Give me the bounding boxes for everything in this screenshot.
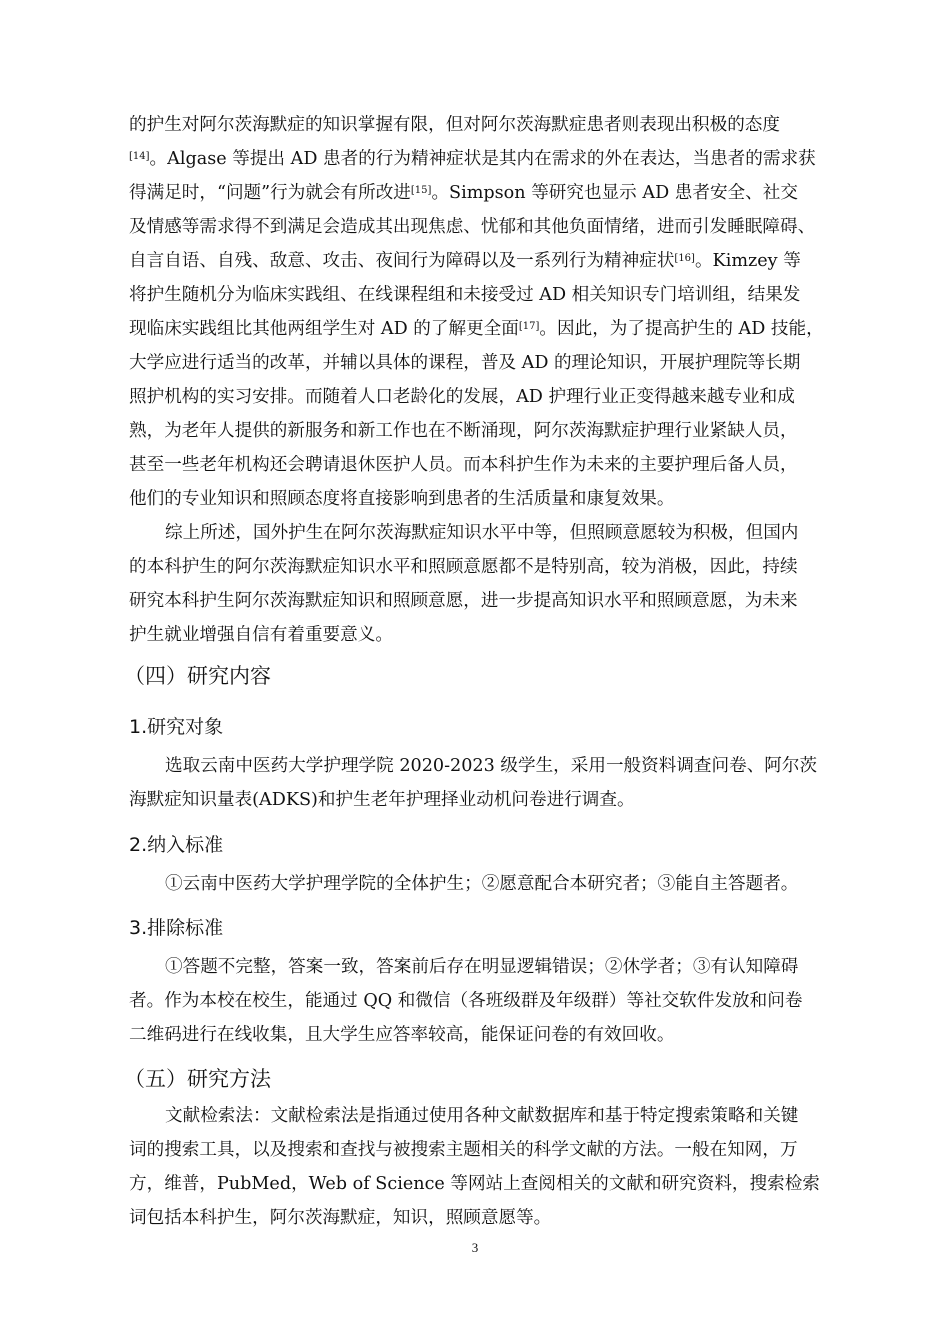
body-text: 。Kimzey 等 <box>694 251 801 271</box>
body-text-line: 护生就业增强自信有着重要意义。 <box>129 625 393 645</box>
body-text-line: 及情感等需求得不到满足会造成其出现焦虑、忧郁和其他负面情绪，进而引发睡眠障碍、 <box>129 217 816 237</box>
body-text-line: 大学应进行适当的改革，并辅以具体的课程，普及 AD 的理论知识，开展护理院等长期 <box>129 353 801 373</box>
body-text-line: 词包括本科护生，阿尔茨海默症，知识，照顾意愿等。 <box>129 1208 552 1228</box>
body-text-line: 的本科护生的阿尔茨海默症知识水平和照顾意愿都不是特别高，较为消极，因此，持续 <box>129 557 798 577</box>
section-heading: （四）研究内容 <box>124 664 271 688</box>
body-text-line: 照护机构的实习安排。而随着人口老龄化的发展，AD 护理行业正变得越来越专业和成 <box>129 387 795 407</box>
body-text-line: 他们的专业知识和照顾态度将直接影响到患者的生活质量和康复效果。 <box>129 489 675 509</box>
body-text-line: 选取云南中医药大学护理学院 2020-2023 级学生，采用一般资料调查问卷、阿尔茨 <box>165 756 818 776</box>
body-text-line: 的护生对阿尔茨海默症的知识掌握有限，但对阿尔茨海默症患者则表现出积极的态度 <box>129 115 780 135</box>
citation-ref: [15] <box>410 185 432 196</box>
body-text-line: 甚至一些老年机构还会聘请退休医护人员。而本科护生作为未来的主要护理后备人员， <box>129 455 798 475</box>
body-text-line: ①答题不完整，答案一致，答案前后存在明显逻辑错误；②休学者；③有认知障碍 <box>165 957 799 977</box>
citation-ref: [17] <box>518 321 540 332</box>
subsection-heading: 1.研究对象 <box>129 716 224 738</box>
body-text-line <box>129 181 798 205</box>
body-text-line: 综上所述，国外护生在阿尔茨海默症知识水平中等，但照顾意愿较为积极，但国内 <box>165 523 799 543</box>
body-text-line: 研究本科护生阿尔茨海默症知识和照顾意愿，进一步提高知识水平和照顾意愿，为未来 <box>129 591 798 611</box>
body-text-line: 将护生随机分为临床实践组、在线课程组和未接受过 AD 相关知识专门培训组，结果发 <box>129 285 801 305</box>
body-text-line: 词的搜索工具，以及搜索和查找与被搜索主题相关的科学文献的方法。一般在知网，万 <box>129 1140 798 1160</box>
body-text: 。Algase 等提出 AD 患者的行为精神症状是其内在需求的外在表达，当患者的需求获 <box>149 149 816 169</box>
body-text: 现临床实践组比其他两组学生对 AD 的了解更全面 <box>129 319 519 339</box>
subsection-heading: 3.排除标准 <box>129 917 224 939</box>
body-text: 。Simpson 等研究也显示 AD 患者安全、社交 <box>431 183 798 203</box>
subsection-heading: 2.纳入标准 <box>129 834 224 856</box>
body-text-line: 文献检索法：文献检索法是指通过使用各种文献数据库和基于特定搜索策略和关键 <box>165 1106 799 1126</box>
body-text-line <box>129 147 816 171</box>
body-text-line <box>129 317 824 341</box>
body-text: 得满足时，“问题”行为就会有所改进 <box>129 183 411 203</box>
body-text: 自言自语、自残、敌意、攻击、夜间行为障碍以及一系列行为精神症状 <box>129 251 675 271</box>
body-text-line: 熟，为老年人提供的新服务和新工作也在不断涌现，阿尔茨海默症护理行业紧缺人员， <box>129 421 798 441</box>
body-text-line <box>129 249 801 273</box>
page-number: 3 <box>471 1240 479 1255</box>
body-text-line: 者。作为本校在校生，能通过 QQ 和微信（各班级群及年级群）等社交软件发放和问卷 <box>129 991 803 1011</box>
body-text-line: ①云南中医药大学护理学院的全体护生；②愿意配合本研究者；③能自主答题者。 <box>165 874 799 894</box>
body-text-line: 二维码进行在线收集，且大学生应答率较高，能保证问卷的有效回收。 <box>129 1025 675 1045</box>
citation-ref: [16] <box>674 253 695 264</box>
section-heading: （五）研究方法 <box>124 1067 271 1091</box>
body-text-line: 海默症知识量表(ADKS)和护生老年护理择业动机问卷进行调查。 <box>129 790 635 810</box>
body-text-line: 方，维普，PubMed，Web of Science 等网站上查阅相关的文献和研究资料，搜索检索 <box>129 1174 820 1194</box>
citation-ref: [14] <box>129 151 150 162</box>
body-text: 。因此，为了提高护生的 AD 技能， <box>539 319 824 339</box>
